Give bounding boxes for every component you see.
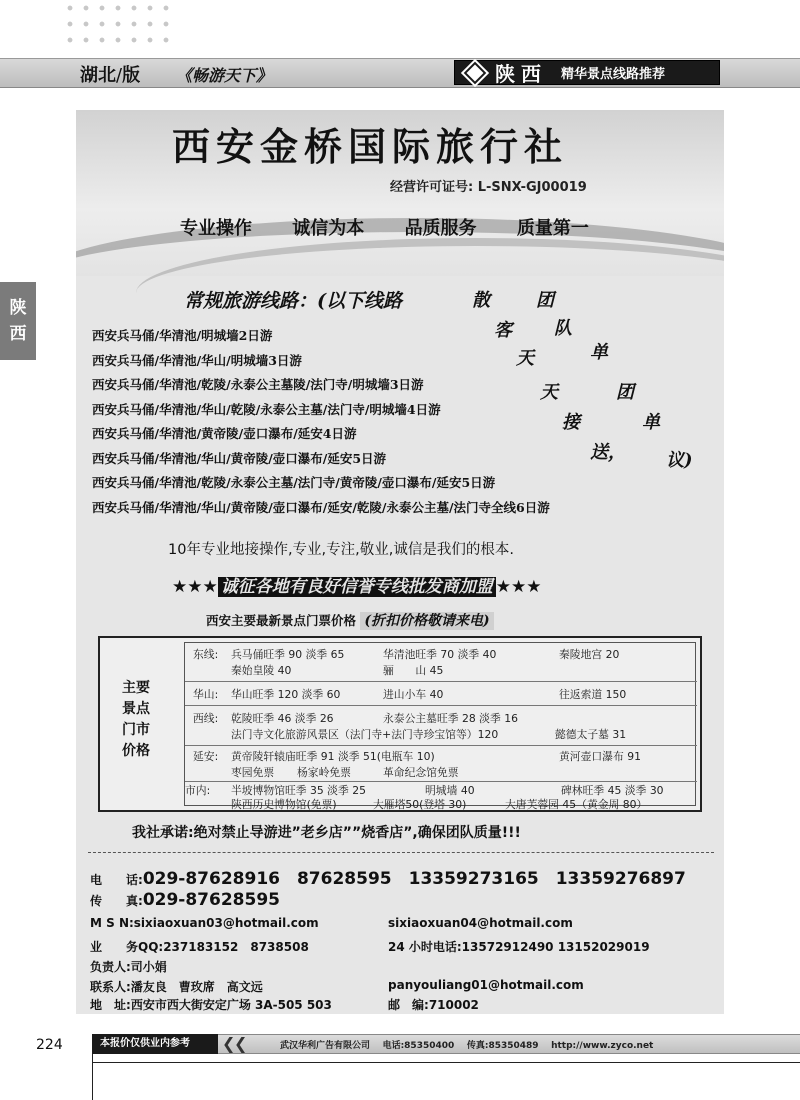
dashed-divider bbox=[88, 852, 714, 853]
fax-label: 传 真: bbox=[90, 894, 143, 908]
price-entry: 法门寺文化旅游风景区（法门寺+法门寺珍宝馆等）120 bbox=[231, 728, 499, 741]
stars-left: ★★★ bbox=[172, 577, 218, 597]
price-entry: 陕西历史博物馆(免票) bbox=[231, 798, 337, 811]
price-entry: 秦陵地宫 20 bbox=[559, 648, 620, 661]
price-entry: 懿德太子墓 31 bbox=[555, 728, 627, 741]
yanan-label: 延安: bbox=[193, 750, 219, 763]
chevron-left-icon: ❮ bbox=[234, 1034, 248, 1053]
hand-char: 队 bbox=[554, 318, 572, 339]
hand-char: 议) bbox=[666, 450, 693, 471]
price-entry: 碑林旺季 45 淡季 30 bbox=[561, 784, 664, 797]
route-item: 西安兵马俑/华清池/黄帝陵/壶口瀑布/延安4日游 bbox=[92, 426, 357, 441]
price-title-text: 西安主要最新景点门票价格 bbox=[206, 613, 357, 628]
edition-separator: / bbox=[116, 65, 123, 86]
edition-region: 湖北 bbox=[80, 65, 116, 86]
fax-number: 029-87628595 bbox=[142, 890, 280, 910]
address-label: 地 址: bbox=[90, 998, 131, 1012]
routes-title: 常规旅游线路：(以下线路 bbox=[184, 290, 402, 312]
manager: 负责人:司小娟 bbox=[90, 960, 167, 974]
footer-fax: 85350489 bbox=[488, 1041, 539, 1051]
service-promise: 我社承诺:绝对禁止导游进”老乡店””烧香店”,确保团队质量!!! bbox=[132, 825, 521, 841]
footer-rule bbox=[92, 1062, 800, 1063]
price-entry: 兵马俑旺季 90 淡季 65 bbox=[231, 648, 345, 661]
row-divider bbox=[185, 681, 697, 682]
zip-row bbox=[388, 996, 479, 1013]
price-grid bbox=[184, 642, 696, 811]
price-entry: 枣园免票 bbox=[231, 766, 275, 779]
route-item: 西安兵马俑/华清池/华山/明城墙3日游 bbox=[92, 352, 302, 368]
hotline: 24 小时电话:13572912490 13152029019 bbox=[388, 940, 650, 954]
hand-char: 客 bbox=[494, 320, 512, 341]
hand-char: 单 bbox=[642, 412, 660, 433]
side-tab-char-1: 陕 bbox=[9, 298, 27, 318]
route-item: 西安兵马俑/华清池/乾陵/永泰公主墓陵/法门寺/明城墙3日游 bbox=[92, 377, 424, 392]
slogan-1: 专业操作 bbox=[180, 218, 252, 239]
price-table bbox=[98, 636, 702, 812]
price-entry: 黄河壶口瀑布 91 bbox=[559, 750, 641, 763]
msn-label: M S N: bbox=[90, 916, 134, 930]
route-item: 西安兵马俑/华清池/明城墙2日游 bbox=[92, 328, 273, 343]
contact-persons: 联系人:潘友良 曹玫席 高文远 bbox=[90, 980, 263, 994]
region-name: 陕西 bbox=[495, 62, 547, 86]
price-label bbox=[122, 678, 158, 762]
phone-numbers: 029-87628916 87628595 13359273165 13359276897 bbox=[142, 869, 686, 889]
slogan-3: 品质服务 bbox=[404, 218, 477, 239]
city-label: 市内: bbox=[185, 784, 211, 797]
slogan-2: 诚信为本 bbox=[292, 218, 365, 239]
footer-fax-label: 传真: bbox=[466, 1041, 489, 1051]
price-entry: 骊 山 45 bbox=[383, 664, 444, 677]
zip-code: 710002 bbox=[428, 998, 479, 1012]
price-entry: 革命纪念馆免票 bbox=[383, 766, 459, 779]
footer-info bbox=[280, 1038, 653, 1051]
huashan-label: 华山: bbox=[193, 688, 219, 701]
hand-char: 散 bbox=[472, 290, 490, 311]
hand-char: 接 bbox=[562, 412, 580, 433]
footer-tel: 85350400 bbox=[404, 1041, 455, 1051]
west-line-label: 西线: bbox=[193, 712, 219, 725]
footer-company: 武汉华利广告有限公司 bbox=[280, 1041, 371, 1051]
page-number: 224 bbox=[36, 1037, 63, 1053]
side-tab-char-2: 西 bbox=[9, 324, 27, 344]
side-region-tab bbox=[0, 282, 36, 360]
travel-agency-ad bbox=[76, 110, 724, 1014]
price-entry: 杨家岭免票 bbox=[297, 766, 351, 779]
price-label-line: 门市 bbox=[122, 722, 150, 738]
hand-char: 送， bbox=[590, 442, 626, 463]
hand-char: 团 bbox=[536, 290, 554, 311]
email-address: panyouliang01@hotmail.com bbox=[388, 978, 584, 992]
price-entry: 秦始皇陵 40 bbox=[231, 664, 292, 677]
row-divider bbox=[185, 705, 697, 706]
route-item: 西安兵马俑/华清池/华山/乾陵/永泰公主墓/法门寺/明城墙4日游 bbox=[92, 401, 441, 417]
price-entry: 明城墙 40 bbox=[425, 784, 475, 797]
price-entry: 大雁塔50(登塔 30) bbox=[373, 798, 467, 811]
hand-char: 天 bbox=[540, 382, 558, 403]
recruit-text: 诚征各地有良好信誉专线批发商加盟 bbox=[218, 577, 496, 597]
price-entry: 黄帝陵轩辕庙旺季 91 淡季 51(电瓶车 10) bbox=[231, 750, 435, 763]
phone-row bbox=[90, 864, 686, 889]
row-divider bbox=[185, 781, 697, 782]
footer-url: http://www.zyco.net bbox=[551, 1041, 654, 1051]
price-entry: 半坡博物馆旺季 35 淡季 25 bbox=[231, 784, 366, 797]
price-title bbox=[206, 610, 494, 630]
price-note: (折扣价格敬请来电) bbox=[360, 612, 493, 630]
hand-char: 单 bbox=[590, 342, 608, 363]
price-entry: 华清池旺季 70 淡季 40 bbox=[383, 648, 497, 661]
region-subtitle: 精华景点线路推荐 bbox=[561, 67, 666, 82]
company-name: 西安金桥国际旅行社 bbox=[172, 124, 569, 169]
route-item: 西安兵马俑/华清池/乾陵/永泰公主墓/法门寺/黄帝陵/壶口瀑布/延安5日游 bbox=[92, 475, 496, 490]
qq-label: 业 务QQ: bbox=[90, 940, 164, 954]
price-label-line: 价格 bbox=[122, 743, 150, 759]
qq-row bbox=[90, 938, 309, 955]
recruit-banner bbox=[172, 572, 541, 597]
diamond-icon bbox=[464, 61, 487, 84]
row-divider bbox=[185, 745, 697, 746]
price-label-line: 景点 bbox=[122, 701, 150, 717]
footer-tel-label: 电话: bbox=[382, 1041, 405, 1051]
msn-address-2: sixiaoxuan04@hotmail.com bbox=[388, 916, 573, 930]
footer-vertical-rule bbox=[92, 1054, 93, 1100]
slogan-4: 质量第一 bbox=[516, 218, 589, 239]
price-entry: 进山小车 40 bbox=[383, 688, 444, 701]
ad-banner bbox=[76, 110, 724, 276]
east-line-label: 东线: bbox=[193, 648, 219, 661]
route-item: 西安兵马俑/华清池/华山/黄帝陵/壶口瀑布/延安/乾陵/永泰公主墓/法门寺全线6日游 bbox=[92, 499, 550, 515]
route-item: 西安兵马俑/华清池/华山/黄帝陵/壶口瀑布/延安5日游 bbox=[92, 450, 387, 466]
msn-row bbox=[90, 916, 319, 930]
chevron-left-icon: ❮ bbox=[222, 1034, 236, 1053]
route-list bbox=[92, 324, 652, 520]
hand-char: 团 bbox=[616, 382, 634, 403]
region-banner bbox=[454, 60, 720, 85]
promo-text: 10年专业地接操作,专业,专注,敬业,诚信是我们的根本. bbox=[168, 542, 514, 558]
zip-label: 邮 编: bbox=[388, 998, 429, 1012]
stars-right: ★★★ bbox=[495, 577, 542, 597]
price-entry: 往返索道 150 bbox=[559, 688, 627, 701]
footer-disclaimer: 本报价仅供业内参考 bbox=[92, 1034, 218, 1054]
qq-numbers: 237183152 8738508 bbox=[163, 940, 309, 954]
price-label-line: 主要 bbox=[122, 680, 150, 696]
price-entry: 永泰公主墓旺季 28 淡季 16 bbox=[383, 712, 518, 725]
license-number: 经营许可证号: L-SNX-GJ00019 bbox=[390, 180, 587, 195]
price-entry: 大唐芙蓉园 45（黄金周 80） bbox=[505, 798, 648, 811]
address: 西安市西大街安定广场 3A-505 503 bbox=[130, 998, 332, 1012]
price-entry: 乾陵旺季 46 淡季 26 bbox=[231, 712, 334, 725]
column-title: 《畅游天下》 bbox=[176, 66, 273, 85]
msn-address-1: sixiaoxuan03@hotmail.com bbox=[133, 916, 319, 930]
fax-row bbox=[90, 890, 280, 910]
hand-char: 天 bbox=[516, 348, 534, 369]
phone-label: 电 话: bbox=[90, 873, 143, 887]
slogan-row bbox=[180, 214, 615, 240]
address-row bbox=[90, 996, 332, 1013]
edition-label bbox=[80, 61, 140, 87]
decorative-dot-grid bbox=[62, 0, 172, 48]
price-entry: 华山旺季 120 淡季 60 bbox=[231, 688, 341, 701]
edition-suffix: 版 bbox=[122, 65, 141, 86]
